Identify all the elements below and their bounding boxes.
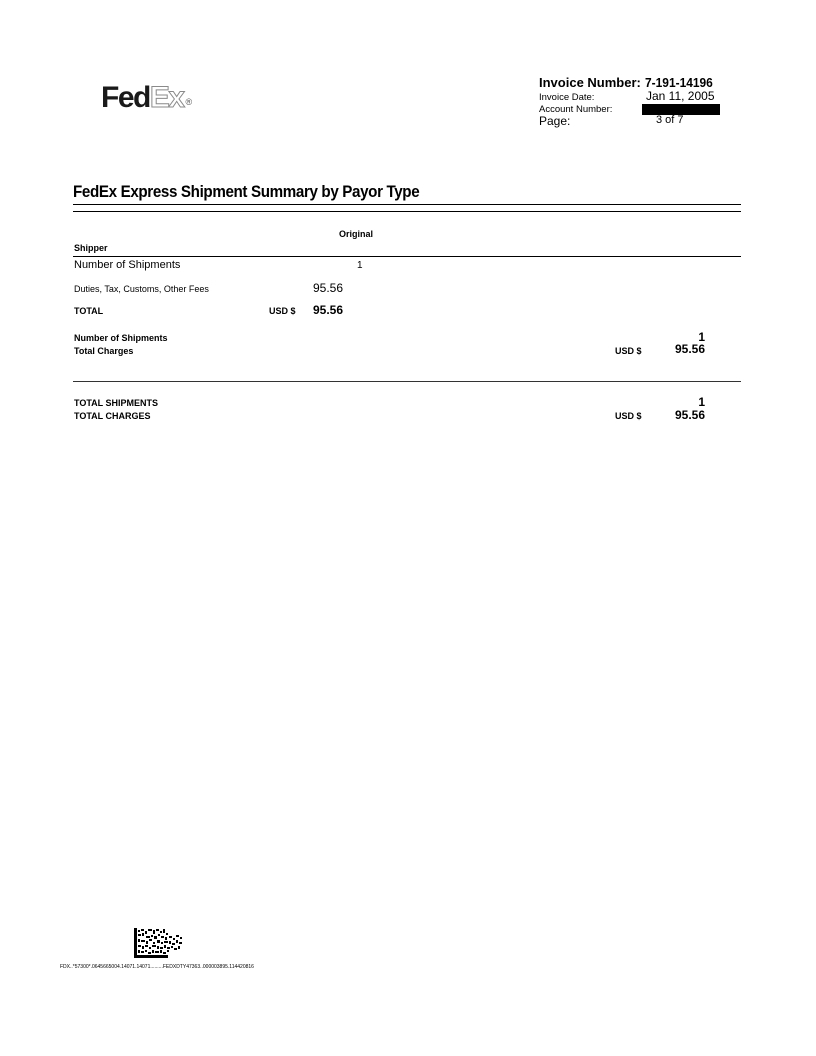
invoice-date-value: Jan 11, 2005 xyxy=(646,89,715,103)
row-value-number-of-shipments: 1 xyxy=(357,260,363,271)
column-header-original: Original xyxy=(339,229,374,239)
invoice-date-label: Invoice Date: xyxy=(539,92,595,103)
total-label: TOTAL xyxy=(74,306,104,316)
page-label: Page: xyxy=(539,114,571,128)
grand-total-rule xyxy=(73,381,741,382)
row-label-fees: Duties, Tax, Customs, Other Fees xyxy=(74,284,209,294)
page-value: 3 of 7 xyxy=(656,114,684,126)
total-value: 95.56 xyxy=(313,303,344,317)
footer-code: FDX..*57300*.0645665004.14071.14071.........FEDXDTY47363..000003895.114420816 xyxy=(60,964,254,970)
invoice-number-value: 7-191-14196 xyxy=(645,75,713,90)
account-number-label: Account Number: xyxy=(539,104,613,115)
row-label-number-of-shipments: Number of Shipments xyxy=(74,259,181,271)
grand-total-shipments-value: 1 xyxy=(698,395,705,409)
grand-total-charges-value: 95.56 xyxy=(674,408,705,422)
subtotal-shipments-label: Number of Shipments xyxy=(74,333,168,343)
header-rule xyxy=(73,256,741,257)
fedex-logo: FedEx ® xyxy=(101,81,193,114)
subtotal-currency: USD $ xyxy=(615,346,642,356)
grand-total-shipments-label: TOTAL SHIPMENTS xyxy=(74,398,159,408)
page-title: FedEx Express Shipment Summary by Payor Type xyxy=(73,183,420,201)
total-currency: USD $ xyxy=(269,306,296,316)
title-rule-top xyxy=(73,204,741,205)
row-value-fees: 95.56 xyxy=(313,281,344,295)
subtotal-charges-value: 95.56 xyxy=(674,342,705,356)
grand-total-charges-label: TOTAL CHARGES xyxy=(74,411,151,421)
subtotal-charges-label: Total Charges xyxy=(74,346,134,356)
invoice-number-label: Invoice Number: xyxy=(539,75,641,90)
title-rule-bottom xyxy=(73,211,741,212)
section-label-shipper: Shipper xyxy=(74,243,108,253)
subtotal-shipments-value: 1 xyxy=(698,330,705,344)
barcode-2d xyxy=(134,928,184,958)
grand-total-currency: USD $ xyxy=(615,411,642,421)
